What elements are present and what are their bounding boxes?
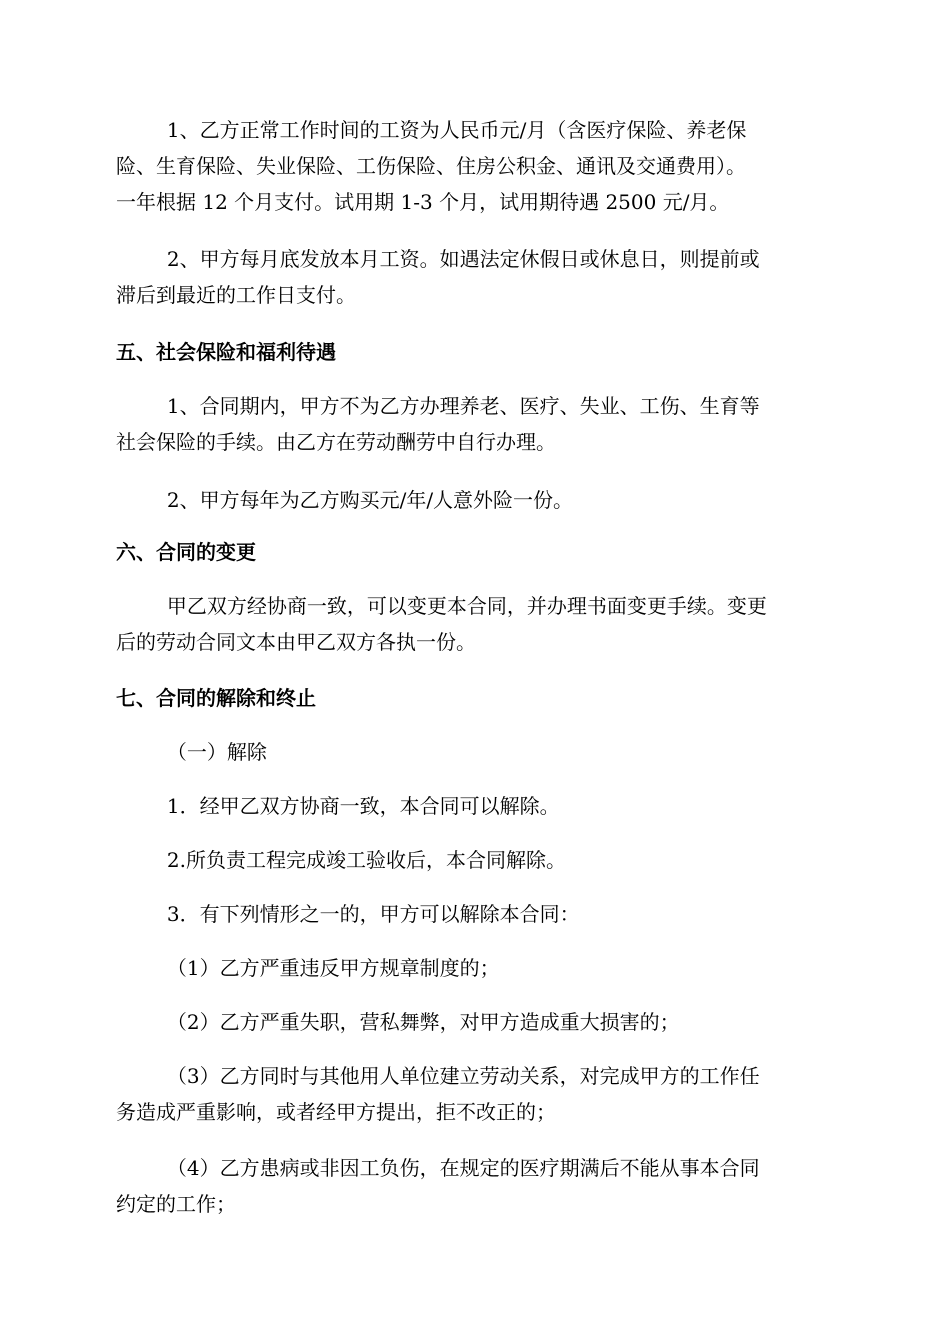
text-line: 险、生育保险、失业保险、工伤保险、住房公积金、通讯及交通费用）。: [116, 154, 746, 178]
text-line: 约定的工作；: [116, 1192, 236, 1216]
text-line: 滞后到最近的工作日支付。: [116, 283, 356, 307]
section5-paragraph-1: [116, 388, 836, 460]
section-heading-7: 七、合同的解除和终止: [116, 686, 316, 710]
text-line: 后的劳动合同文本由甲乙双方各执一份。: [116, 630, 476, 654]
section6-paragraph: [116, 588, 836, 660]
clause-3: 3．有下列情形之一的，甲方可以解除本合同：: [116, 902, 580, 926]
section5-paragraph-2: 2、甲方每年为乙方购买元/年/人意外险一份。: [116, 488, 574, 512]
clause-3-item-3: [116, 1058, 836, 1130]
text-line: 社会保险的手续。由乙方在劳动酬劳中自行办理。: [116, 430, 556, 454]
clause-1: 1．经甲乙双方协商一致，本合同可以解除。: [116, 794, 560, 818]
text-line: （3）乙方同时与其他用人单位建立劳动关系，对完成甲方的工作任: [116, 1064, 760, 1088]
text-line: 务造成严重影响，或者经甲方提出，拒不改正的；: [116, 1100, 556, 1124]
text-line: 2、甲方每月底发放本月工资。如遇法定休假日或休息日，则提前或: [116, 247, 760, 271]
section-heading-6: 六、合同的变更: [116, 540, 256, 564]
salary-paragraph-1: [116, 112, 836, 220]
text-line: 甲乙双方经协商一致，可以变更本合同，并办理书面变更手续。变更: [116, 594, 767, 618]
text-line: （4）乙方患病或非因工负伤，在规定的医疗期满后不能从事本合同: [116, 1156, 760, 1180]
text-line: 1、合同期内，甲方不为乙方办理养老、医疗、失业、工伤、生育等: [116, 394, 760, 418]
clause-2: 2.所负责工程完成竣工验收后，本合同解除。: [116, 848, 566, 872]
salary-paragraph-2: [116, 241, 836, 313]
text-line: 一年根据 12 个月支付。试用期 1-3 个月，试用期待遇 2500 元/月。: [116, 190, 730, 214]
clause-3-item-1: （1）乙方严重违反甲方规章制度的；: [116, 956, 500, 980]
section-heading-5: 五、社会保险和福利待遇: [116, 340, 336, 364]
subsection-heading-dissolution: （一）解除: [116, 740, 267, 764]
clause-3-item-2: （2）乙方严重失职，营私舞弊，对甲方造成重大损害的；: [116, 1010, 680, 1034]
clause-3-item-4: [116, 1150, 836, 1222]
text-line: 1、乙方正常工作时间的工资为人民币元/月（含医疗保险、养老保: [116, 118, 747, 142]
